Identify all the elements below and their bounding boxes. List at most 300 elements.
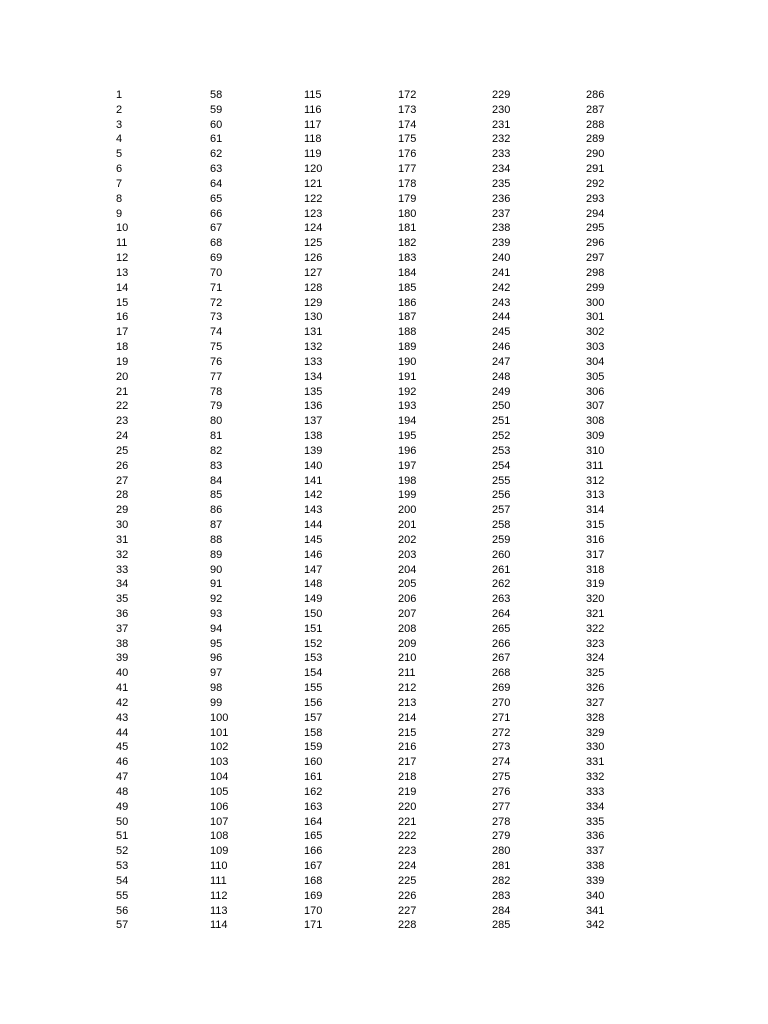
number-cell: 91 bbox=[210, 578, 223, 591]
number-cell: 182 bbox=[398, 237, 417, 250]
number-cell: 89 bbox=[210, 548, 223, 561]
number-cell: 233 bbox=[492, 148, 511, 161]
number-cell: 121 bbox=[304, 177, 323, 190]
number-cell: 213 bbox=[398, 696, 417, 709]
number-cell: 26 bbox=[116, 459, 129, 472]
number-cell: 3 bbox=[116, 118, 123, 131]
number-cell: 193 bbox=[398, 400, 417, 413]
number-cell: 55 bbox=[116, 889, 129, 902]
number-cell: 13 bbox=[116, 266, 129, 279]
number-cell: 93 bbox=[210, 607, 223, 620]
number-cell: 80 bbox=[210, 415, 223, 428]
number-cell: 141 bbox=[304, 474, 323, 487]
number-grid bbox=[116, 88, 680, 933]
number-cell: 81 bbox=[210, 430, 223, 443]
number-cell: 100 bbox=[210, 711, 229, 724]
number-cell: 42 bbox=[116, 696, 129, 709]
number-cell: 176 bbox=[398, 148, 417, 161]
number-cell: 208 bbox=[398, 622, 417, 635]
number-cell: 110 bbox=[210, 860, 228, 873]
number-cell: 318 bbox=[586, 563, 605, 576]
number-cell: 277 bbox=[492, 800, 511, 813]
number-cell: 266 bbox=[492, 637, 511, 650]
number-cell: 286 bbox=[586, 89, 605, 101]
number-cell: 220 bbox=[398, 800, 417, 813]
number-cell: 20 bbox=[116, 370, 129, 383]
number-cell: 205 bbox=[398, 578, 417, 591]
number-cell: 304 bbox=[586, 355, 605, 368]
number-cell: 113 bbox=[210, 904, 228, 917]
number-cell: 15 bbox=[116, 296, 129, 309]
number-cell: 38 bbox=[116, 637, 129, 650]
number-cell: 150 bbox=[304, 607, 323, 620]
number-cell: 327 bbox=[586, 696, 605, 709]
number-cell: 339 bbox=[586, 874, 605, 887]
number-cell: 232 bbox=[492, 133, 511, 146]
number-cell: 77 bbox=[210, 370, 223, 383]
number-cell: 187 bbox=[398, 311, 417, 324]
number-cell: 86 bbox=[210, 504, 223, 517]
number-cell: 68 bbox=[210, 237, 223, 250]
number-cell: 308 bbox=[586, 415, 605, 428]
number-column-2 bbox=[210, 88, 304, 933]
number-cell: 120 bbox=[304, 163, 323, 176]
number-cell: 289 bbox=[586, 133, 605, 146]
number-cell: 1 bbox=[116, 89, 123, 101]
number-cell: 139 bbox=[304, 444, 323, 457]
number-cell: 112 bbox=[210, 889, 228, 902]
number-cell: 96 bbox=[210, 652, 223, 665]
number-cell: 281 bbox=[492, 860, 511, 873]
number-cell: 254 bbox=[492, 459, 511, 472]
number-cell: 217 bbox=[398, 756, 417, 769]
number-cell: 261 bbox=[492, 563, 511, 576]
number-cell: 171 bbox=[304, 919, 323, 932]
number-cell: 162 bbox=[304, 785, 323, 798]
number-cell: 39 bbox=[116, 652, 129, 665]
number-cell: 240 bbox=[492, 252, 511, 265]
number-cell: 184 bbox=[398, 266, 417, 279]
number-cell: 280 bbox=[492, 845, 511, 858]
number-cell: 66 bbox=[210, 207, 223, 220]
number-cell: 238 bbox=[492, 222, 511, 235]
number-cell: 263 bbox=[492, 593, 511, 606]
number-column-4 bbox=[398, 88, 492, 933]
number-cell: 16 bbox=[116, 311, 129, 324]
number-cell: 197 bbox=[398, 459, 417, 472]
number-cell: 60 bbox=[210, 118, 223, 131]
number-cell: 122 bbox=[304, 192, 323, 205]
number-cell: 78 bbox=[210, 385, 223, 398]
number-cell: 175 bbox=[398, 133, 417, 146]
number-cell: 180 bbox=[398, 207, 417, 220]
number-cell: 324 bbox=[586, 652, 605, 665]
number-cell: 67 bbox=[210, 222, 223, 235]
number-cell: 2 bbox=[116, 103, 123, 116]
number-cell: 8 bbox=[116, 192, 123, 205]
number-cell: 255 bbox=[492, 474, 511, 487]
number-cell: 231 bbox=[492, 118, 511, 131]
number-cell: 43 bbox=[116, 711, 129, 724]
number-cell: 165 bbox=[304, 830, 323, 843]
number-cell: 32 bbox=[116, 548, 129, 561]
number-cell: 174 bbox=[398, 118, 417, 131]
number-cell: 153 bbox=[304, 652, 323, 665]
number-cell: 130 bbox=[304, 311, 323, 324]
number-cell: 279 bbox=[492, 830, 511, 843]
number-cell: 215 bbox=[398, 726, 417, 739]
number-cell: 73 bbox=[210, 311, 223, 324]
number-cell: 65 bbox=[210, 192, 223, 205]
number-cell: 53 bbox=[116, 860, 129, 873]
number-cell: 239 bbox=[492, 237, 511, 250]
number-cell: 283 bbox=[492, 889, 511, 902]
number-cell: 161 bbox=[304, 771, 323, 784]
number-cell: 251 bbox=[492, 415, 511, 428]
number-cell: 134 bbox=[304, 370, 323, 383]
number-cell: 76 bbox=[210, 355, 223, 368]
number-cell: 79 bbox=[210, 400, 223, 413]
number-cell: 23 bbox=[116, 415, 129, 428]
number-cell: 179 bbox=[398, 192, 417, 205]
number-cell: 21 bbox=[116, 385, 129, 398]
number-cell: 192 bbox=[398, 385, 417, 398]
number-cell: 47 bbox=[116, 771, 129, 784]
number-cell: 207 bbox=[398, 607, 417, 620]
number-cell: 90 bbox=[210, 563, 223, 576]
number-cell: 278 bbox=[492, 815, 511, 828]
number-cell: 132 bbox=[304, 341, 323, 354]
number-column-3 bbox=[304, 88, 398, 933]
number-cell: 236 bbox=[492, 192, 511, 205]
number-cell: 40 bbox=[116, 667, 129, 680]
number-cell: 44 bbox=[116, 726, 129, 739]
number-cell: 256 bbox=[492, 489, 511, 502]
number-cell: 57 bbox=[116, 919, 129, 932]
number-cell: 186 bbox=[398, 296, 417, 309]
number-cell: 107 bbox=[210, 815, 229, 828]
number-cell: 313 bbox=[586, 489, 605, 502]
number-cell: 4 bbox=[116, 133, 123, 146]
number-cell: 131 bbox=[304, 326, 323, 339]
number-cell: 126 bbox=[304, 252, 323, 265]
number-cell: 315 bbox=[586, 519, 605, 532]
number-cell: 83 bbox=[210, 459, 223, 472]
number-cell: 128 bbox=[304, 281, 323, 294]
number-cell: 340 bbox=[586, 889, 605, 902]
number-cell: 290 bbox=[586, 148, 605, 161]
number-cell: 92 bbox=[210, 593, 223, 606]
number-cell: 309 bbox=[586, 430, 605, 443]
number-cell: 85 bbox=[210, 489, 223, 502]
number-cell: 170 bbox=[304, 904, 323, 917]
number-cell: 148 bbox=[304, 578, 323, 591]
number-cell: 163 bbox=[304, 800, 323, 813]
number-cell: 242 bbox=[492, 281, 511, 294]
number-cell: 41 bbox=[116, 682, 129, 695]
number-column-5 bbox=[492, 88, 586, 933]
number-cell: 27 bbox=[116, 474, 129, 487]
number-cell: 333 bbox=[586, 785, 605, 798]
number-cell: 58 bbox=[210, 89, 223, 101]
number-cell: 101 bbox=[210, 726, 229, 739]
number-cell: 70 bbox=[210, 266, 223, 279]
number-cell: 253 bbox=[492, 444, 511, 457]
number-cell: 246 bbox=[492, 341, 511, 354]
number-cell: 310 bbox=[586, 444, 605, 457]
number-cell: 282 bbox=[492, 874, 511, 887]
number-cell: 250 bbox=[492, 400, 511, 413]
number-cell: 37 bbox=[116, 622, 129, 635]
number-cell: 95 bbox=[210, 637, 223, 650]
number-cell: 74 bbox=[210, 326, 223, 339]
number-cell: 285 bbox=[492, 919, 511, 932]
number-cell: 116 bbox=[304, 103, 322, 116]
number-cell: 54 bbox=[116, 874, 129, 887]
number-cell: 140 bbox=[304, 459, 323, 472]
number-cell: 225 bbox=[398, 874, 417, 887]
number-cell: 36 bbox=[116, 607, 129, 620]
number-cell: 223 bbox=[398, 845, 417, 858]
number-cell: 143 bbox=[304, 504, 323, 517]
number-cell: 297 bbox=[586, 252, 605, 265]
number-cell: 151 bbox=[304, 622, 323, 635]
number-cell: 51 bbox=[116, 830, 129, 843]
number-cell: 5 bbox=[116, 148, 123, 161]
number-cell: 97 bbox=[210, 667, 223, 680]
number-cell: 306 bbox=[586, 385, 605, 398]
number-cell: 109 bbox=[210, 845, 229, 858]
number-cell: 191 bbox=[398, 370, 417, 383]
number-cell: 119 bbox=[304, 148, 322, 161]
number-cell: 336 bbox=[586, 830, 605, 843]
number-cell: 312 bbox=[586, 474, 605, 487]
number-cell: 293 bbox=[586, 192, 605, 205]
number-cell: 316 bbox=[586, 533, 605, 546]
number-cell: 84 bbox=[210, 474, 223, 487]
number-cell: 206 bbox=[398, 593, 417, 606]
number-cell: 245 bbox=[492, 326, 511, 339]
number-cell: 210 bbox=[398, 652, 417, 665]
number-cell: 298 bbox=[586, 266, 605, 279]
number-cell: 52 bbox=[116, 845, 129, 858]
number-cell: 181 bbox=[398, 222, 417, 235]
number-cell: 259 bbox=[492, 533, 511, 546]
number-cell: 270 bbox=[492, 696, 511, 709]
number-cell: 296 bbox=[586, 237, 605, 250]
number-cell: 262 bbox=[492, 578, 511, 591]
number-cell: 158 bbox=[304, 726, 323, 739]
number-cell: 200 bbox=[398, 504, 417, 517]
number-cell: 160 bbox=[304, 756, 323, 769]
number-cell: 300 bbox=[586, 296, 605, 309]
number-cell: 229 bbox=[492, 89, 511, 101]
number-cell: 94 bbox=[210, 622, 223, 635]
number-cell: 228 bbox=[398, 919, 417, 932]
number-cell: 144 bbox=[304, 519, 323, 532]
number-cell: 178 bbox=[398, 177, 417, 190]
number-cell: 194 bbox=[398, 415, 417, 428]
number-cell: 302 bbox=[586, 326, 605, 339]
number-cell: 71 bbox=[210, 281, 223, 294]
number-cell: 183 bbox=[398, 252, 417, 265]
number-column-1 bbox=[116, 88, 210, 933]
number-cell: 265 bbox=[492, 622, 511, 635]
number-cell: 195 bbox=[398, 430, 417, 443]
number-cell: 123 bbox=[304, 207, 323, 220]
number-cell: 249 bbox=[492, 385, 511, 398]
number-cell: 342 bbox=[586, 919, 605, 932]
number-cell: 221 bbox=[398, 815, 417, 828]
number-cell: 244 bbox=[492, 311, 511, 324]
number-cell: 28 bbox=[116, 489, 129, 502]
number-cell: 196 bbox=[398, 444, 417, 457]
number-cell: 14 bbox=[116, 281, 129, 294]
number-cell: 19 bbox=[116, 355, 129, 368]
number-cell: 224 bbox=[398, 860, 417, 873]
number-cell: 34 bbox=[116, 578, 129, 591]
number-cell: 61 bbox=[210, 133, 223, 146]
number-cell: 319 bbox=[586, 578, 605, 591]
number-cell: 103 bbox=[210, 756, 229, 769]
number-cell: 156 bbox=[304, 696, 323, 709]
number-cell: 102 bbox=[210, 741, 229, 754]
number-cell: 199 bbox=[398, 489, 417, 502]
number-cell: 173 bbox=[398, 103, 417, 116]
number-cell: 219 bbox=[398, 785, 417, 798]
number-cell: 25 bbox=[116, 444, 129, 457]
number-cell: 329 bbox=[586, 726, 605, 739]
number-cell: 204 bbox=[398, 563, 417, 576]
number-cell: 56 bbox=[116, 904, 129, 917]
number-cell: 247 bbox=[492, 355, 511, 368]
number-cell: 260 bbox=[492, 548, 511, 561]
number-cell: 303 bbox=[586, 341, 605, 354]
number-cell: 328 bbox=[586, 711, 605, 724]
number-cell: 62 bbox=[210, 148, 223, 161]
number-cell: 341 bbox=[586, 904, 605, 917]
number-cell: 337 bbox=[586, 845, 605, 858]
number-cell: 29 bbox=[116, 504, 129, 517]
number-cell: 169 bbox=[304, 889, 323, 902]
number-cell: 164 bbox=[304, 815, 323, 828]
number-cell: 275 bbox=[492, 771, 511, 784]
number-cell: 292 bbox=[586, 177, 605, 190]
number-cell: 31 bbox=[116, 533, 129, 546]
number-cell: 322 bbox=[586, 622, 605, 635]
number-cell: 271 bbox=[492, 711, 511, 724]
number-cell: 211 bbox=[398, 667, 416, 680]
number-cell: 332 bbox=[586, 771, 605, 784]
number-cell: 203 bbox=[398, 548, 417, 561]
number-cell: 104 bbox=[210, 771, 229, 784]
number-cell: 22 bbox=[116, 400, 129, 413]
number-cell: 106 bbox=[210, 800, 229, 813]
number-cell: 218 bbox=[398, 771, 417, 784]
number-cell: 50 bbox=[116, 815, 129, 828]
number-cell: 177 bbox=[398, 163, 417, 176]
number-cell: 167 bbox=[304, 860, 323, 873]
number-cell: 273 bbox=[492, 741, 511, 754]
number-cell: 87 bbox=[210, 519, 223, 532]
number-cell: 138 bbox=[304, 430, 323, 443]
number-cell: 33 bbox=[116, 563, 129, 576]
number-cell: 127 bbox=[304, 266, 323, 279]
number-cell: 11 bbox=[116, 237, 128, 250]
number-cell: 264 bbox=[492, 607, 511, 620]
number-cell: 288 bbox=[586, 118, 605, 131]
number-cell: 166 bbox=[304, 845, 323, 858]
number-cell: 216 bbox=[398, 741, 417, 754]
number-cell: 326 bbox=[586, 682, 605, 695]
number-cell: 287 bbox=[586, 103, 605, 116]
number-cell: 202 bbox=[398, 533, 417, 546]
number-cell: 7 bbox=[116, 177, 123, 190]
number-cell: 230 bbox=[492, 103, 511, 116]
number-cell: 267 bbox=[492, 652, 511, 665]
number-cell: 72 bbox=[210, 296, 223, 309]
number-cell: 307 bbox=[586, 400, 605, 413]
number-cell: 12 bbox=[116, 252, 129, 265]
number-cell: 98 bbox=[210, 682, 223, 695]
number-cell: 189 bbox=[398, 341, 417, 354]
number-cell: 237 bbox=[492, 207, 511, 220]
number-cell: 145 bbox=[304, 533, 323, 546]
number-cell: 330 bbox=[586, 741, 605, 754]
number-cell: 235 bbox=[492, 177, 511, 190]
number-cell: 314 bbox=[586, 504, 605, 517]
number-cell: 214 bbox=[398, 711, 417, 724]
number-cell: 209 bbox=[398, 637, 417, 650]
number-cell: 114 bbox=[210, 919, 228, 932]
number-cell: 311 bbox=[586, 459, 604, 472]
number-cell: 157 bbox=[304, 711, 323, 724]
number-cell: 258 bbox=[492, 519, 511, 532]
number-cell: 252 bbox=[492, 430, 511, 443]
number-cell: 294 bbox=[586, 207, 605, 220]
number-cell: 49 bbox=[116, 800, 129, 813]
number-cell: 168 bbox=[304, 874, 323, 887]
number-cell: 135 bbox=[304, 385, 323, 398]
number-cell: 321 bbox=[586, 607, 605, 620]
number-cell: 276 bbox=[492, 785, 511, 798]
number-cell: 201 bbox=[398, 519, 417, 532]
number-cell: 45 bbox=[116, 741, 129, 754]
number-cell: 105 bbox=[210, 785, 229, 798]
number-cell: 125 bbox=[304, 237, 323, 250]
number-cell: 212 bbox=[398, 682, 417, 695]
number-cell: 146 bbox=[304, 548, 323, 561]
number-cell: 172 bbox=[398, 89, 417, 101]
number-cell: 227 bbox=[398, 904, 417, 917]
number-cell: 147 bbox=[304, 563, 323, 576]
number-cell: 64 bbox=[210, 177, 223, 190]
number-cell: 30 bbox=[116, 519, 129, 532]
number-cell: 10 bbox=[116, 222, 129, 235]
number-cell: 115 bbox=[304, 89, 322, 101]
number-cell: 188 bbox=[398, 326, 417, 339]
number-cell: 226 bbox=[398, 889, 417, 902]
number-cell: 142 bbox=[304, 489, 323, 502]
number-column-6 bbox=[586, 88, 680, 933]
number-cell: 118 bbox=[304, 133, 322, 146]
number-cell: 137 bbox=[304, 415, 323, 428]
number-cell: 325 bbox=[586, 667, 605, 680]
number-cell: 185 bbox=[398, 281, 417, 294]
number-cell: 17 bbox=[116, 326, 129, 339]
number-cell: 323 bbox=[586, 637, 605, 650]
number-cell: 320 bbox=[586, 593, 605, 606]
